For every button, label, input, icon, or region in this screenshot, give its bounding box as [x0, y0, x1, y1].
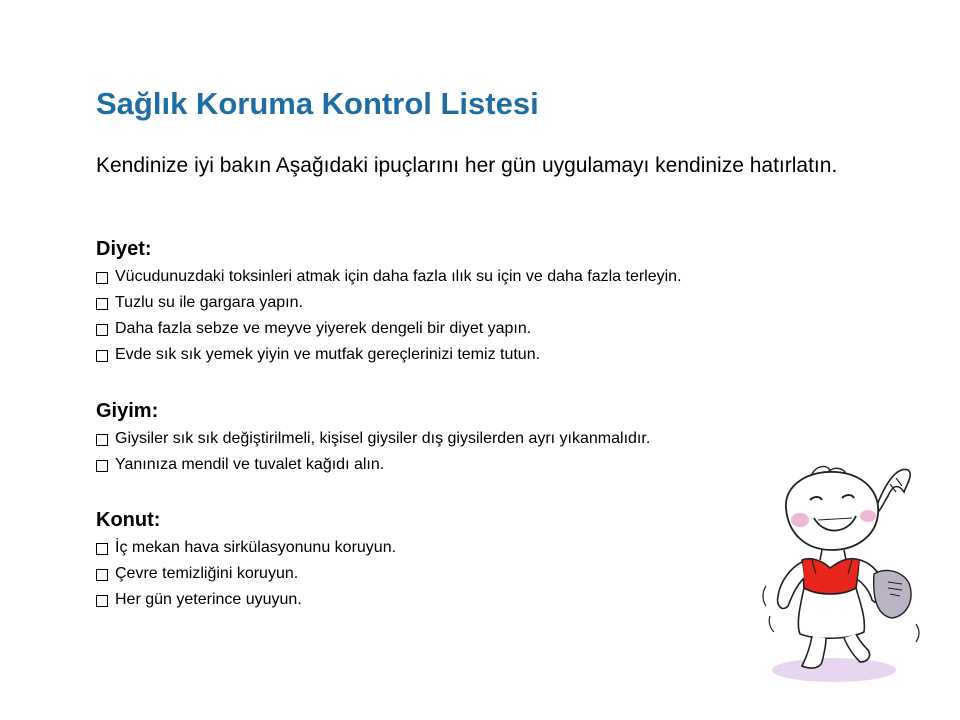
checklist-item-label: Giysiler sık sık değiştirilmeli, kişisel giysiler dış giysilerden ayrı yıkanmalıdır. — [115, 430, 651, 447]
checklist-housing — [96, 535, 396, 613]
checklist-item — [96, 535, 396, 561]
checklist-item-label: Evde sık sık yemek yiyin ve mutfak gereçlerinizi temiz tutun. — [115, 346, 541, 363]
page-title: Sağlık Koruma Kontrol Listesi — [96, 86, 539, 121]
checkbox-icon — [96, 460, 108, 472]
section-housing — [96, 507, 396, 613]
checklist-item — [96, 452, 650, 478]
checklist-item — [96, 264, 682, 290]
checkbox-icon — [96, 350, 108, 362]
checkbox-icon — [96, 543, 108, 555]
checklist-item — [96, 316, 682, 342]
checklist-item-label: Yanınıza mendil ve tuvalet kağıdı alın. — [115, 456, 385, 473]
checkbox-icon — [96, 569, 108, 581]
section-heading-clothing: Giyim: — [96, 400, 159, 422]
checklist-item-label: Çevre temizliğini koruyun. — [115, 565, 299, 582]
checklist-diet — [96, 264, 682, 368]
checklist-item-label: İç mekan hava sirkülasyonunu koruyun. — [115, 539, 397, 556]
section-diet — [96, 236, 682, 368]
checklist-item-label: Daha fazla sebze ve meyve yiyerek dengeli bir diyet yapın. — [115, 320, 532, 337]
checklist-clothing — [96, 426, 650, 478]
checklist-item — [96, 342, 682, 368]
checkbox-icon — [96, 434, 108, 446]
checkbox-icon — [96, 272, 108, 284]
checkbox-icon — [96, 298, 108, 310]
section-clothing — [96, 398, 650, 478]
section-heading-diet: Diyet: — [96, 238, 152, 260]
checklist-item — [96, 290, 682, 316]
checklist-item — [96, 561, 396, 587]
section-heading-housing: Konut: — [96, 509, 161, 531]
checkbox-icon — [96, 324, 108, 336]
checklist-item-label: Tuzlu su ile gargara yapın. — [115, 294, 303, 311]
checklist-item-label: Her gün yeterince uyuyun. — [115, 591, 302, 608]
checklist-item — [96, 587, 396, 613]
checklist-item — [96, 426, 650, 452]
checklist-item-label: Vücudunuzdaki toksinleri atmak için daha fazla ılık su için ve daha fazla terleyin. — [115, 268, 682, 285]
cartoon-girl-icon — [756, 456, 926, 686]
intro-text: Kendinize iyi bakın Aşağıdaki ipuçlarını her gün uygulamayı kendinize hatırlatın. — [96, 154, 838, 177]
checkbox-icon — [96, 595, 108, 607]
